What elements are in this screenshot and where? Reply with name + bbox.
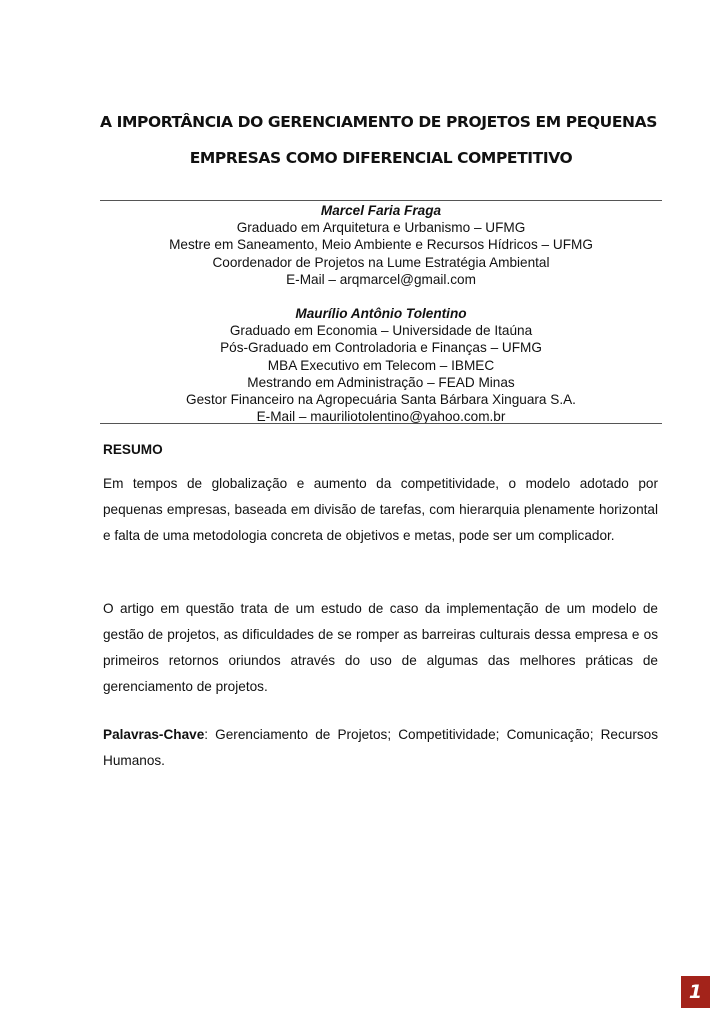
abstract-paragraph-1: Em tempos de globalização e aumento da competitividade, o modelo adotado por pequenas empresas, baseada em divisão de tarefas, com hierarquia plenamente horizontal e falta de uma metodologia concreta de objetivos e metas, pode ser um complicador. <box>103 476 658 543</box>
abstract-paragraph-2: O artigo em questão trata de um estudo de caso da implementação de um modelo de gestão de projetos, as dificuldades de se romper as barreiras culturais dessa empresa e os primeiros retornos oriundos através do uso de algumas das melhores práticas de gerenciamento de projetos. <box>103 601 658 694</box>
paper-title-line-2: EMPRESAS COMO DIFERENCIAL COMPETITIVO <box>189 149 573 167</box>
author-2-email: E-Mail – mauriliotolentino@yahoo.com.br <box>256 409 506 425</box>
paper-title <box>100 104 662 176</box>
author-2-affiliation-2: Pós-Graduado em Controladoria e Finanças – UFMG <box>220 340 542 356</box>
author-2-name: Maurílio Antônio Tolentino <box>295 306 467 322</box>
author-2-affiliation-3: MBA Executivo em Telecom – IBMEC <box>267 357 495 373</box>
author-2 <box>100 305 662 425</box>
author-1-name: Marcel Faria Fraga <box>320 203 442 218</box>
author-2-affiliation-4: Mestrando em Administração – FEAD Minas <box>247 374 515 390</box>
keywords-paragraph <box>103 722 658 774</box>
paper-title-line-1: A IMPORTÂNCIA DO GERENCIAMENTO DE PROJETOS EM PEQUENAS <box>100 113 657 131</box>
bottom-divider <box>100 423 662 424</box>
top-divider <box>100 200 662 201</box>
authors-section <box>100 202 662 425</box>
abstract-heading: RESUMO <box>103 442 163 457</box>
author-1-affiliation-3: Coordenador de Projetos na Lume Estratégia Ambiental <box>212 254 550 270</box>
author-1-affiliation-1: Graduado em Arquitetura e Urbanismo – UFMG <box>236 220 526 236</box>
author-2-affiliation-1: Graduado em Economia – Universidade de Itaúna <box>229 323 533 339</box>
author-1 <box>100 202 662 288</box>
author-1-affiliation-2: Mestre em Saneamento, Meio Ambiente e Recursos Hídricos – UFMG <box>169 237 593 253</box>
author-2-affiliation-5: Gestor Financeiro na Agropecuária Santa Bárbara Xinguara S.A. <box>186 392 576 408</box>
page-number-badge: 1 <box>681 976 710 1008</box>
keywords-label: Palavras-Chave <box>103 727 205 742</box>
author-1-email: E-Mail – arqmarcel@gmail.com <box>286 271 476 287</box>
keywords-text: : Gerenciamento de Projetos; Competitividade; Comunicação; Recursos Humanos. <box>103 727 658 768</box>
